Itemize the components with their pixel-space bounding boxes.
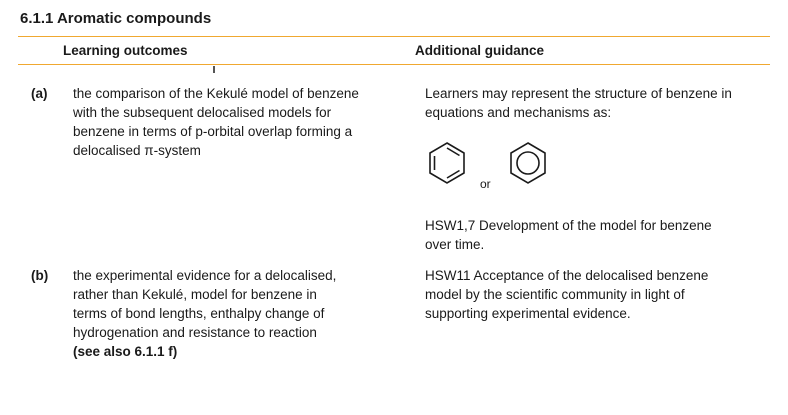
- outcome-b-line-2: rather than Kekulé, model for benzene in: [73, 287, 317, 302]
- outcome-a-text: [73, 84, 403, 160]
- guidance-hsw17: [425, 216, 775, 254]
- guidance-a-intro: [425, 84, 775, 122]
- guidance-hsw17-line-1: HSW1,7 Development of the model for benzene: [425, 218, 712, 233]
- outcome-b-label: (b): [31, 268, 49, 283]
- guidance-hsw11: [425, 266, 775, 323]
- guidance-hsw11-line-1: HSW11 Acceptance of the delocalised benzene: [425, 268, 709, 283]
- header-rule-bottom: [18, 64, 770, 65]
- section-title: 6.1.1 Aromatic compounds: [20, 10, 212, 27]
- outcome-b-line-1: the experimental evidence for a delocalised,: [73, 268, 337, 283]
- outcome-a-line-4: delocalised π-system: [73, 143, 201, 158]
- outcome-b-line-3: terms of bond lengths, enthalpy change of: [73, 306, 325, 321]
- delocalised-benzene-icon: [505, 139, 551, 185]
- or-label: or: [480, 177, 491, 191]
- column-header-additional-guidance: Additional guidance: [415, 43, 545, 58]
- kekule-benzene-icon: [424, 139, 470, 185]
- header-rule-top: [18, 36, 770, 37]
- guidance-hsw17-line-2: over time.: [425, 237, 485, 252]
- outcome-b-line-4: hydrogenation and resistance to reaction: [73, 325, 317, 340]
- guidance-a-intro-line-2: equations and mechanisms as:: [425, 105, 612, 120]
- guidance-hsw11-line-3: supporting experimental evidence.: [425, 306, 631, 321]
- column-tick-mark: [213, 66, 215, 73]
- outcome-a-line-1: the comparison of the Kekulé model of benzene: [73, 86, 359, 101]
- outcome-b-text: [73, 266, 403, 361]
- outcome-a-line-3: benzene in terms of p-orbital overlap forming a: [73, 124, 353, 139]
- guidance-a-intro-line-1: Learners may represent the structure of benzene in: [425, 86, 732, 101]
- guidance-hsw11-line-2: model by the scientific community in light of: [425, 287, 685, 302]
- outcome-a-line-2: with the subsequent delocalised models for: [73, 105, 332, 120]
- column-header-learning-outcomes: Learning outcomes: [63, 43, 188, 58]
- outcome-b-cross-reference: (see also 6.1.1 f): [73, 344, 178, 359]
- outcome-a-label: (a): [31, 86, 48, 101]
